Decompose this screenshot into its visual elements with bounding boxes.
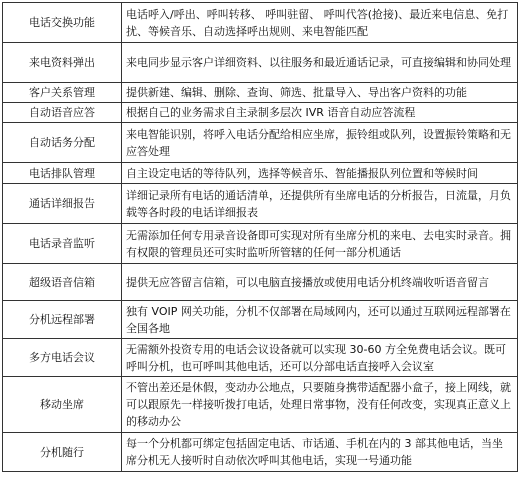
- feature-description: 来电智能识别，将呼入电话分配给相应坐席，振铃组或队列，设置振铃策略和无应答处理: [122, 123, 518, 163]
- feature-description: 无需添加任何专用录音设备即可实现对所有坐席分机的来电、去电实时录音。拥有权限的管理员还可实时监听所管辖的任何一部分机通话: [122, 224, 518, 264]
- table-row: [3, 123, 518, 163]
- feature-name: 自动话务分配: [3, 123, 122, 163]
- feature-description: 根据自己的业务需求自主录制多层次 IVR 语音自动应答流程: [122, 103, 518, 123]
- table-row: [3, 224, 518, 264]
- feature-name: 分机随行: [3, 433, 122, 472]
- feature-description: 无需额外投资专用的电话会议设备就可以实现 30-60 方全免费电话会议。既可呼叫分机，也可呼叫其他电话，还可以分部电话直接呼入会议室: [122, 339, 518, 377]
- feature-name: 分机远程部署: [3, 301, 122, 339]
- table-row: [3, 433, 518, 472]
- feature-description: 提供无应答留言信箱，可以电脑直接播放或使用电话分机终端收听语音留言: [122, 264, 518, 301]
- feature-description: 电话呼入/呼出、呼叫转移、 呼叫驻留、 呼叫代答(抢接)、最近来电信息、免打扰、等候音乐、自动选择呼出规则、来电智能匹配: [122, 3, 518, 43]
- feature-description: 不管出差还是休假，变动办公地点，只要随身携带适配器小盒子，接上网线，就可以跟原先一样接听拨打电话，处理日常事物，没有任何改变，实现真正意义上的移动办公: [122, 377, 518, 433]
- feature-name: 电话排队管理: [3, 163, 122, 184]
- feature-description: 每一个分机都可绑定包括固定电话、市话通、手机在内的 3 部其他电话，当坐席分机无人接听时自动依次呼叫其他电话，实现一号通功能: [122, 433, 518, 472]
- feature-description: 来电同步显示客户详细资料、以往服务和最近通话记录，可直接编辑和协同处理: [122, 43, 518, 83]
- feature-name: 电话交换功能: [3, 3, 122, 43]
- feature-name: 通话详细报告: [3, 184, 122, 224]
- feature-name: 移动坐席: [3, 377, 122, 433]
- table-row: [3, 83, 518, 103]
- table-row: [3, 163, 518, 184]
- table-row: [3, 43, 518, 83]
- feature-description: 详细记录所有电话的通话清单，还提供所有坐席电话的分析报告，日流量，月负载等各时段的电话详细报表: [122, 184, 518, 224]
- feature-name: 自动语音应答: [3, 103, 122, 123]
- table-row: [3, 3, 518, 43]
- table-row: [3, 184, 518, 224]
- table-row: [3, 264, 518, 301]
- feature-name: 客户关系管理: [3, 83, 122, 103]
- table-row: [3, 301, 518, 339]
- table-row: [3, 103, 518, 123]
- table-row: [3, 339, 518, 377]
- feature-name: 多方电话会议: [3, 339, 122, 377]
- feature-name: 超级语音信箱: [3, 264, 122, 301]
- feature-name: 来电资料弹出: [3, 43, 122, 83]
- table-row: [3, 377, 518, 433]
- feature-description: 自主设定电话的等待队列，选择等候音乐、智能播报队列位置和等候时间: [122, 163, 518, 184]
- feature-name: 电话录音监听: [3, 224, 122, 264]
- feature-table: [2, 2, 518, 472]
- feature-description: 独有 VOIP 网关功能，分机不仅部署在局域网内，还可以通过互联网远程部署在全国各地: [122, 301, 518, 339]
- feature-description: 提供新建、编辑、删除、查询、筛选、批量导入、导出客户资料的功能: [122, 83, 518, 103]
